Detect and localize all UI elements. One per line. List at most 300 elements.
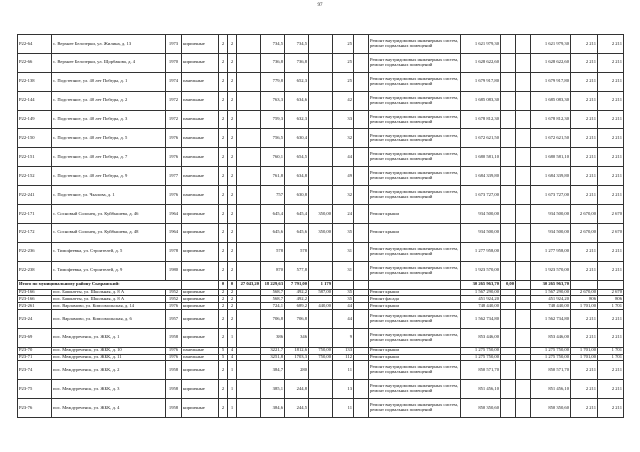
floors-cell: 2: [219, 35, 228, 54]
cost-fund-cell: 853 446,00: [531, 328, 571, 347]
address-cell: пос. Междуреченск, ул. ЖБК, д. 3: [52, 380, 166, 399]
empty-cell: [354, 309, 369, 328]
residents-cell: 11: [333, 361, 354, 380]
year-cell: 1958: [166, 380, 182, 399]
cost-fund-cell: 30 265 963,70: [531, 280, 571, 289]
row-id-cell: P22-241: [18, 186, 52, 205]
wall-material-cell: панельные: [182, 186, 219, 205]
area-living-cell: 734,5: [261, 35, 285, 54]
table-row: [18, 289, 624, 296]
empty-cell: [354, 129, 369, 148]
cost-total-cell: 1 562 734,80: [461, 309, 501, 328]
wall-material-cell: кирпичные: [182, 296, 219, 303]
cost-col-1-cell: [501, 261, 516, 280]
table-row: [18, 53, 624, 72]
area-extra-cell: [309, 242, 333, 261]
empty-cell: [354, 91, 369, 110]
residents-cell: 33: [333, 110, 354, 129]
cost-total-cell: 1 678 812,30: [461, 110, 501, 129]
price-b-cell: 2 211: [598, 361, 624, 380]
residents-cell: 25: [333, 35, 354, 54]
address-cell: пос. Междуреченск, ул. ЖБК, д. 1: [52, 328, 166, 347]
area-other-cell: 634,8: [285, 167, 309, 186]
empty-cell: [354, 53, 369, 72]
price-a-cell: 2 670,00: [571, 205, 598, 224]
entrances-cell: 2: [228, 129, 237, 148]
table-row: [18, 91, 624, 110]
empty-cell: [354, 167, 369, 186]
area-total-cell: [237, 53, 261, 72]
price-a-cell: [571, 280, 598, 289]
area-living-cell: 706,8: [261, 309, 285, 328]
cost-col-2-cell: [516, 91, 531, 110]
area-total-cell: [237, 296, 261, 303]
wall-material-cell: кирпичные: [182, 223, 219, 242]
address-cell: с. Подстепное, ул. 40 лет Победы, д. 3: [52, 110, 166, 129]
cost-total-cell: 1 277 958,00: [461, 242, 501, 261]
year-cell: 1976: [166, 186, 182, 205]
floors-cell: 2: [219, 309, 228, 328]
address-cell: с. Верхнее Белозерки, ул. Жилина, д. 13: [52, 35, 166, 54]
price-b-cell: 2 211: [598, 399, 624, 418]
cost-fund-cell: 1 684 339,80: [531, 167, 571, 186]
work-type-cell: Ремонт внутридомовых инженерных систем, ремонт подвальных помещений: [369, 380, 461, 399]
cost-col-2-cell: [516, 72, 531, 91]
cost-fund-cell: 1 628 622,60: [531, 53, 571, 72]
address-cell: пос. Междуреченск, ул. ЖБК, д. 11: [52, 354, 166, 361]
empty-cell: [354, 148, 369, 167]
table-row: [18, 110, 624, 129]
cost-col-1-cell: 0,00: [501, 280, 516, 289]
entrances-cell: 2: [228, 309, 237, 328]
address-cell: пос. Междуреченск, ул. ЖБК, д. 2: [52, 361, 166, 380]
cost-total-cell: 934 500,00: [461, 223, 501, 242]
wall-material-cell: кирпичные: [182, 361, 219, 380]
entrances-cell: 2: [228, 148, 237, 167]
cost-col-2-cell: [516, 289, 531, 296]
cost-col-1-cell: [501, 167, 516, 186]
cost-fund-cell: 850 350,60: [531, 399, 571, 418]
price-a-cell: 2 670,00: [571, 223, 598, 242]
area-other-cell: 645,4: [285, 205, 309, 224]
table-row: [18, 399, 624, 418]
year-cell: 1970: [166, 53, 182, 72]
wall-material-cell: кирпичные: [182, 205, 219, 224]
wall-material-cell: панельные: [182, 72, 219, 91]
cost-col-2-cell: [516, 380, 531, 399]
price-b-cell: 2 211: [598, 380, 624, 399]
area-extra-cell: [309, 328, 333, 347]
address-cell: пос. Междуреченск, ул. ЖБК, д. 10: [52, 347, 166, 354]
cost-total-cell: 748 440,00: [461, 303, 501, 310]
year-cell: 1972: [166, 110, 182, 129]
empty-cell: [354, 242, 369, 261]
price-b-cell: 2 670: [598, 223, 624, 242]
area-total-cell: [237, 35, 261, 54]
residents-cell: 44: [333, 309, 354, 328]
area-total-cell: [237, 91, 261, 110]
area-living-cell: 763,3: [261, 91, 285, 110]
residents-cell: 42: [333, 91, 354, 110]
area-other-cell: 244,5: [285, 399, 309, 418]
floors-cell: 2: [219, 148, 228, 167]
area-other-cell: 634,6: [285, 91, 309, 110]
floors-cell: 5: [219, 347, 228, 354]
price-b-cell: 2 211: [598, 91, 624, 110]
area-living-cell: 759,3: [261, 110, 285, 129]
area-extra-cell: 1 179: [309, 280, 333, 289]
cost-col-1-cell: [501, 242, 516, 261]
cost-col-2-cell: [516, 328, 531, 347]
work-type-cell: Ремонт внутридомовых инженерных систем, ремонт подвальных помещений: [369, 242, 461, 261]
residents-cell: 31: [333, 261, 354, 280]
floors-cell: 2: [219, 328, 228, 347]
area-living-cell: 386: [261, 328, 285, 347]
cost-col-1-cell: [501, 328, 516, 347]
area-living-cell: 384,6: [261, 399, 285, 418]
area-extra-cell: [309, 399, 333, 418]
entrances-cell: 2: [228, 303, 237, 310]
cost-total-cell: 451 924,20: [461, 296, 501, 303]
residents-cell: 44: [333, 303, 354, 310]
year-cell: 1976: [166, 148, 182, 167]
area-other-cell: 492,2: [285, 289, 309, 296]
work-type-cell: Ремонт внутридомовых инженерных систем, ремонт подвальных помещений: [369, 148, 461, 167]
area-other-cell: 630,4: [285, 129, 309, 148]
year-cell: 1958: [166, 361, 182, 380]
area-living-cell: 760,1: [261, 148, 285, 167]
floors-cell: 2: [219, 186, 228, 205]
area-extra-cell: [309, 110, 333, 129]
cost-total-cell: 1 679 917,80: [461, 72, 501, 91]
area-total-cell: [237, 186, 261, 205]
cost-col-2-cell: [516, 280, 531, 289]
cost-col-2-cell: [516, 242, 531, 261]
table-row: [18, 205, 624, 224]
entrances-cell: 2: [228, 186, 237, 205]
year-cell: 1964: [166, 205, 182, 224]
floors-cell: 2: [219, 110, 228, 129]
price-a-cell: 1 701,00: [571, 303, 598, 310]
price-b-cell: 806: [598, 296, 624, 303]
area-living-cell: 385,1: [261, 380, 285, 399]
area-living-cell: 384,7: [261, 361, 285, 380]
cost-fund-cell: 451 924,20: [531, 296, 571, 303]
entrances-cell: 0: [228, 280, 237, 289]
cost-col-2-cell: [516, 347, 531, 354]
empty-cell: [354, 354, 369, 361]
program-table: [17, 34, 624, 418]
work-type-cell: Ремонт крыши: [369, 205, 461, 224]
cost-col-1-cell: [501, 110, 516, 129]
empty-cell: [354, 380, 369, 399]
table-row: [18, 186, 624, 205]
cost-col-1-cell: [501, 129, 516, 148]
cost-col-1-cell: [501, 72, 516, 91]
row-id-cell: P22-172: [18, 223, 52, 242]
work-type-cell: Ремонт внутридомовых инженерных систем, ремонт подвальных помещений: [369, 35, 461, 54]
row-id-cell: P22-152: [18, 167, 52, 186]
work-type-cell: Ремонт внутридомовых инженерных систем, ремонт подвальных помещений: [369, 91, 461, 110]
address-cell: с. Подстепное, ул. Чкалова, д. 1: [52, 186, 166, 205]
entrances-cell: 1: [228, 328, 237, 347]
cost-total-cell: 1 685 083,30: [461, 91, 501, 110]
floors-cell: 0: [219, 280, 228, 289]
area-extra-cell: [309, 167, 333, 186]
floors-cell: 2: [219, 303, 228, 310]
cost-total-cell: 1 923 570,00: [461, 261, 501, 280]
empty-cell: [354, 289, 369, 296]
cost-fund-cell: 1 567 290,00: [531, 289, 571, 296]
area-total-cell: [237, 261, 261, 280]
entrances-cell: 4: [228, 354, 237, 361]
price-a-cell: 1 701,00: [571, 347, 598, 354]
work-type-cell: Ремонт внутридомовых инженерных систем, ремонт подвальных помещений: [369, 186, 461, 205]
area-extra-cell: [309, 361, 333, 380]
price-a-cell: 2 211: [571, 380, 598, 399]
cost-col-1-cell: [501, 303, 516, 310]
area-extra-cell: 350,00: [309, 205, 333, 224]
area-other-cell: 7 791,00: [285, 280, 309, 289]
empty-cell: [354, 399, 369, 418]
row-id-cell: P23-74: [18, 361, 52, 380]
year-cell: 1980: [166, 261, 182, 280]
wall-material-cell: панельные: [182, 91, 219, 110]
residents-cell: 35: [333, 289, 354, 296]
address-cell: пос. Башкатты, ул. Школьная, д. 8 А: [52, 289, 166, 296]
residents-cell: 32: [333, 186, 354, 205]
empty-cell: [354, 303, 369, 310]
empty-cell: [354, 361, 369, 380]
residents-cell: 35: [333, 223, 354, 242]
residents-cell: 32: [333, 129, 354, 148]
area-living-cell: 3251,8: [261, 354, 285, 361]
cost-col-2-cell: [516, 35, 531, 54]
price-a-cell: 2 211: [571, 72, 598, 91]
floors-cell: 2: [219, 242, 228, 261]
table-row: [18, 148, 624, 167]
price-a-cell: 2 211: [571, 91, 598, 110]
wall-material-cell: панельные: [182, 129, 219, 148]
cost-fund-cell: 851 456,10: [531, 380, 571, 399]
cost-fund-cell: 934 500,00: [531, 205, 571, 224]
year-cell: 1958: [166, 399, 182, 418]
table-row: [18, 303, 624, 310]
row-id-cell: P22-150: [18, 129, 52, 148]
area-other-cell: 1703,3: [285, 354, 309, 361]
area-other-cell: 577,8: [285, 261, 309, 280]
row-id-cell: P23-71: [18, 354, 52, 361]
row-id-cell: P22-66: [18, 53, 52, 72]
area-total-cell: [237, 399, 261, 418]
table-row: [18, 328, 624, 347]
area-other-cell: 492,2: [285, 296, 309, 303]
residents-cell: 133: [333, 347, 354, 354]
table-row: [18, 361, 624, 380]
area-other-cell: 736,8: [285, 53, 309, 72]
cost-col-1-cell: [501, 53, 516, 72]
area-total-cell: [237, 380, 261, 399]
area-extra-cell: [309, 148, 333, 167]
area-other-cell: 578: [285, 242, 309, 261]
cost-fund-cell: 1 923 570,00: [531, 261, 571, 280]
table-row: [18, 261, 624, 280]
price-a-cell: 2 211: [571, 167, 598, 186]
row-id-cell: P22-236: [18, 242, 52, 261]
cost-col-1-cell: [501, 91, 516, 110]
work-type-cell: Ремонт внутридомовых инженерных систем, ремонт подвальных помещений: [369, 167, 461, 186]
wall-material-cell: панельные: [182, 110, 219, 129]
residents-cell: 11: [333, 399, 354, 418]
cost-total-cell: 1 567 290,00: [461, 289, 501, 296]
floors-cell: 2: [219, 53, 228, 72]
price-a-cell: 2 211: [571, 328, 598, 347]
price-b-cell: 1 701: [598, 303, 624, 310]
cost-col-1-cell: [501, 361, 516, 380]
cost-col-1-cell: [501, 347, 516, 354]
price-b-cell: 2 211: [598, 129, 624, 148]
entrances-cell: 2: [228, 91, 237, 110]
cost-col-2-cell: [516, 223, 531, 242]
residents-cell: 9: [333, 328, 354, 347]
address-cell: с. Подстепное, ул. 40 лет Победы, д. 1: [52, 72, 166, 91]
work-type-cell: Ремонт внутридомовых инженерных систем, ремонт подвальных помещений: [369, 53, 461, 72]
price-a-cell: 2 211: [571, 361, 598, 380]
address-cell: с. Сосновый Солонец, ул. Куйбышева, д. 48: [52, 223, 166, 242]
price-b-cell: 2 670: [598, 205, 624, 224]
cost-total-cell: 1 628 622,60: [461, 53, 501, 72]
table-row: [18, 72, 624, 91]
cost-col-2-cell: [516, 296, 531, 303]
cost-col-2-cell: [516, 354, 531, 361]
price-b-cell: 2 211: [598, 72, 624, 91]
entrances-cell: 4: [228, 347, 237, 354]
price-a-cell: 2 211: [571, 186, 598, 205]
area-other-cell: 346: [285, 328, 309, 347]
area-living-cell: 645,6: [261, 223, 285, 242]
year-cell: 1976: [166, 354, 182, 361]
cost-fund-cell: 934 500,00: [531, 223, 571, 242]
entrances-cell: 1: [228, 380, 237, 399]
work-type-cell: Ремонт крыши: [369, 289, 461, 296]
entrances-cell: 2: [228, 53, 237, 72]
row-id-cell: P23-69: [18, 328, 52, 347]
floors-cell: 2: [219, 289, 228, 296]
area-extra-cell: 350,00: [309, 223, 333, 242]
cost-fund-cell: 1 673 727,00: [531, 186, 571, 205]
work-type-cell: Ремонт внутридомовых инженерных систем, ремонт подвальных помещений: [369, 361, 461, 380]
cost-fund-cell: 1 621 979,30: [531, 35, 571, 54]
row-id-cell: P22-238: [18, 261, 52, 280]
price-a-cell: 2 211: [571, 53, 598, 72]
empty-cell: [354, 35, 369, 54]
price-b-cell: 2 211: [598, 186, 624, 205]
table-row: [18, 35, 624, 54]
wall-material-cell: панельные: [182, 347, 219, 354]
price-b-cell: 2 670: [598, 289, 624, 296]
cost-col-2-cell: [516, 261, 531, 280]
area-total-cell: [237, 354, 261, 361]
wall-material-cell: панельные: [182, 148, 219, 167]
area-living-cell: 736,8: [261, 53, 285, 72]
work-type-cell: Ремонт крыши: [369, 303, 461, 310]
cost-total-cell: 1 621 979,30: [461, 35, 501, 54]
row-id-cell: P23-166: [18, 289, 52, 296]
year-cell: 1978: [166, 242, 182, 261]
residents-cell: 25: [333, 72, 354, 91]
entrances-cell: 2: [228, 35, 237, 54]
cost-total-cell: 1 275 750,00: [461, 347, 501, 354]
floors-cell: 2: [219, 399, 228, 418]
cost-total-cell: 1 673 727,00: [461, 186, 501, 205]
entrances-cell: 1: [228, 361, 237, 380]
floors-cell: 2: [219, 223, 228, 242]
row-id-cell: P23-75: [18, 380, 52, 399]
cost-col-2-cell: [516, 148, 531, 167]
cost-col-1-cell: [501, 309, 516, 328]
year-cell: 1976: [166, 347, 182, 354]
address-cell: пос. Междуреченск, ул. ЖБК, д. 4: [52, 399, 166, 418]
floors-cell: 5: [219, 354, 228, 361]
row-id-cell: P23-261: [18, 303, 52, 310]
area-other-cell: 706,8: [285, 309, 309, 328]
cost-col-2-cell: [516, 53, 531, 72]
year-cell: 1957: [166, 309, 182, 328]
area-other-cell: 689,2: [285, 303, 309, 310]
price-a-cell: 2 211: [571, 399, 598, 418]
wall-material-cell: кирпичные: [182, 53, 219, 72]
wall-material-cell: [182, 280, 219, 289]
area-other-cell: 654,5: [285, 148, 309, 167]
wall-material-cell: кирпичные: [182, 289, 219, 296]
price-b-cell: [598, 280, 624, 289]
wall-material-cell: кирпичные: [182, 303, 219, 310]
cost-total-cell: 1 684 339,80: [461, 167, 501, 186]
area-living-cell: 568,7: [261, 296, 285, 303]
price-b-cell: 2 211: [598, 261, 624, 280]
cost-col-1-cell: [501, 399, 516, 418]
area-extra-cell: 750,00: [309, 347, 333, 354]
table-row: [18, 380, 624, 399]
area-living-cell: 18 229,63: [261, 280, 285, 289]
work-type-cell: Ремонт крыши: [369, 354, 461, 361]
entrances-cell: 2: [228, 223, 237, 242]
empty-cell: [354, 347, 369, 354]
empty-cell: [354, 186, 369, 205]
area-extra-cell: [309, 309, 333, 328]
area-total-cell: [237, 328, 261, 347]
area-extra-cell: [309, 91, 333, 110]
row-id-cell: P23-70: [18, 347, 52, 354]
price-b-cell: 2 211: [598, 309, 624, 328]
residents-cell: 44: [333, 148, 354, 167]
empty-cell: [354, 280, 369, 289]
cost-fund-cell: 1 277 958,00: [531, 242, 571, 261]
address-cell: с. Тимофеевка, ул. Строителей, д. 5: [52, 242, 166, 261]
area-total-cell: [237, 129, 261, 148]
area-total-cell: [237, 303, 261, 310]
table-row: [18, 242, 624, 261]
table-row: [18, 354, 624, 361]
row-id-cell: P22-149: [18, 110, 52, 129]
address-cell: пос. Варламово, ул. Комсомольская, д. 14: [52, 303, 166, 310]
address-cell: с. Подстепное, ул. 40 лет Победы, д. 9: [52, 167, 166, 186]
cost-fund-cell: 1 275 750,00: [531, 347, 571, 354]
wall-material-cell: кирпичные: [182, 35, 219, 54]
wall-material-cell: кирпичные: [182, 261, 219, 280]
cost-fund-cell: 1 562 734,80: [531, 309, 571, 328]
cost-fund-cell: 1 672 621,50: [531, 129, 571, 148]
